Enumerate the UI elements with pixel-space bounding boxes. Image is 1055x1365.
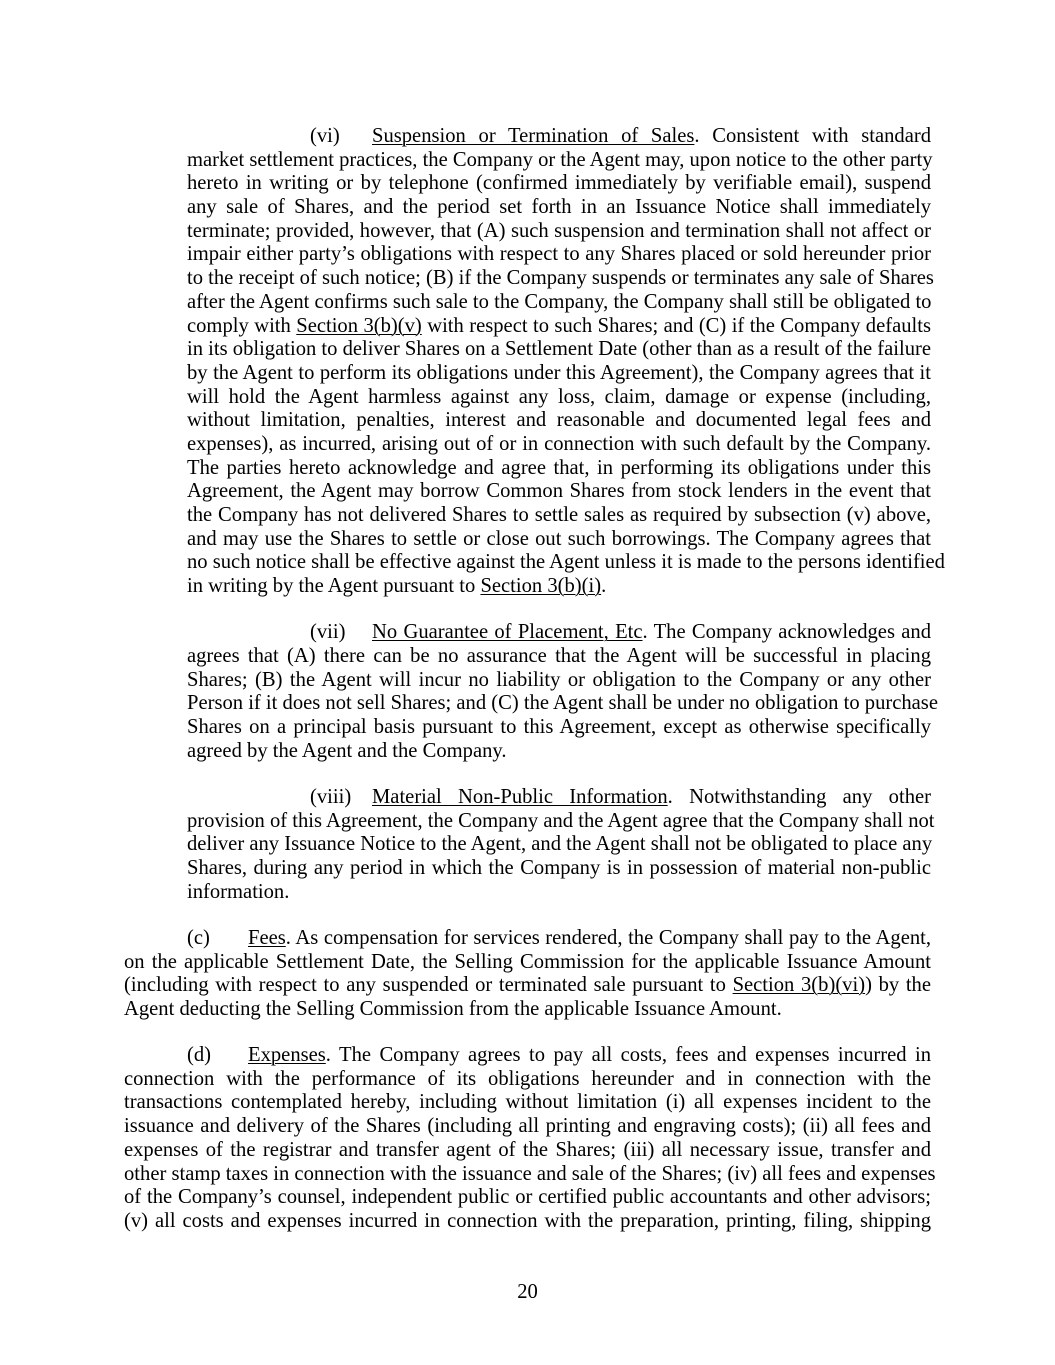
text-line: deliver any Issuance Notice to the Agent, and the Agent shall not be obligated to place any — [187, 833, 933, 856]
text-line: to the receipt of such notice; (B) if the Company suspends or terminates any sale of Shares — [187, 267, 934, 290]
section-label: (vii) — [310, 621, 346, 644]
text-line — [187, 315, 931, 339]
text-line: market settlement practices, the Company or the Agent may, upon notice to the other party — [187, 148, 933, 171]
section-heading: No Guarantee of Placement, Etc — [372, 621, 643, 644]
section-label: (d) — [187, 1044, 212, 1067]
text-line: Agent deducting the Selling Commission from the applicable Issuance Amount. — [124, 997, 782, 1020]
section-label: (vi) — [310, 125, 340, 147]
paragraph-first-line — [124, 927, 931, 951]
text-line: connection with the performance of its obligations hereunder and in connection with the — [124, 1067, 931, 1090]
text-line: hereto in writing or by telephone (confirmed immediately by verifiable email), suspend — [187, 172, 931, 195]
text-line: Shares, during any period in which the Company is in possession of material non-public — [187, 856, 931, 879]
text-line — [124, 974, 931, 998]
text-line: agrees that (A) there can be no assurance that the Agent will be successful in placing — [187, 644, 931, 667]
text-line: Person if it does not sell Shares; and (C) the Agent shall be under no obligation to purchase — [187, 692, 938, 715]
section-label: (c) — [187, 926, 210, 949]
paragraph-vii — [187, 621, 938, 763]
text-line: expenses of the registrar and transfer agent of the Shares; (iii) all necessary issue, transfer and — [124, 1138, 931, 1161]
section-reference-link[interactable]: Section 3(b)(v) — [296, 314, 422, 337]
text-line: of the Company’s counsel, independent public or certified public accountants and other advisors; — [124, 1186, 931, 1209]
text-line: any sale of Shares, and the period set forth in an Issuance Notice shall immediately — [187, 196, 931, 219]
text-line: without limitation, penalties, interest and reasonable and documented legal fees and — [187, 409, 931, 432]
text-line: will hold the Agent harmless against any loss, claim, damage or expense (including, — [187, 385, 931, 408]
line-text: . Notwithstanding any other — [667, 785, 931, 808]
text-line: transactions contemplated hereby, including without limitation (i) all expenses incident to the — [124, 1091, 931, 1114]
section-reference-link[interactable]: Section 3(b)(vi) — [732, 974, 866, 997]
line-text: . The Company acknowledges and — [642, 621, 931, 644]
line-text: with respect to such Shares; and (C) if the Company defaults — [421, 314, 931, 337]
text-line: Shares on a principal basis pursuant to this Agreement, except as otherwise specifically — [187, 716, 931, 738]
text-line: (v) all costs and expenses incurred in connection with the preparation, printing, filing, shipping — [124, 1209, 931, 1232]
text-line: information. — [187, 880, 290, 903]
text-line: in its obligation to deliver Shares on a Settlement Date (other than as a result of the failure — [187, 338, 932, 361]
line-text: (including with respect to any suspended or terminated sale pursuant to — [124, 974, 733, 997]
line-text: ) by the — [865, 974, 931, 997]
section-label: (viii) — [310, 785, 352, 808]
paragraph-vi — [187, 125, 945, 599]
page-number: 20 — [517, 1281, 538, 1303]
text-line: The parties hereto acknowledge and agree that, in performing its obligations under this — [187, 456, 931, 479]
paragraph-c — [124, 927, 931, 1022]
text-line: the Company has not delivered Shares to settle sales as required by subsection (v) above, — [187, 504, 931, 526]
paragraph-first-line — [187, 125, 931, 149]
text-line: provision of this Agreement, the Company and the Agent agree that the Company shall not — [187, 809, 935, 832]
text-line: and may use the Shares to settle or close out such borrowings. The Company agrees that — [187, 527, 931, 550]
line-text: . — [601, 575, 607, 598]
text-line: impair either party’s obligations with respect to any Shares placed or sold hereunder prior — [187, 243, 931, 266]
text-line: no such notice shall be effective against the Agent unless it is made to the persons identified — [187, 551, 945, 574]
section-heading: Material Non-Public Information — [372, 785, 668, 808]
text-line: Agreement, the Agent may borrow Common Shares from stock lenders in the event that — [187, 480, 931, 503]
text-line — [187, 575, 931, 599]
text-line: issuance and delivery of the Shares (including all printing and engraving costs); (ii) all fees and — [124, 1115, 931, 1138]
text-line: expenses), as incurred, arising out of or in connection with such default by the Company. — [187, 432, 931, 455]
document-body — [0, 125, 1055, 1256]
text-line: Shares; (B) the Agent will incur no liability or obligation to the Company or any other — [187, 668, 931, 691]
paragraph-first-line — [187, 786, 931, 810]
line-text: . Consistent with standard — [694, 125, 931, 147]
paragraph-first-line — [187, 621, 931, 645]
paragraph-first-line — [124, 1044, 931, 1068]
text-line: on the applicable Settlement Date, the Selling Commission for the applicable Issuance Amount — [124, 950, 931, 973]
line-text: . The Company agrees to pay all costs, fees and expenses incurred in — [325, 1044, 931, 1067]
text-line: agreed by the Agent and the Company. — [187, 739, 507, 762]
section-heading: Expenses — [248, 1044, 326, 1067]
line-text: in writing by the Agent pursuant to — [187, 575, 481, 598]
line-text: . As compensation for services rendered, the Company shall pay to the Agent, — [285, 926, 931, 949]
text-line: after the Agent confirms such sale to the Company, the Company shall still be obligated to — [187, 290, 932, 313]
section-reference-link[interactable]: Section 3(b)(i) — [480, 575, 602, 598]
text-line: other stamp taxes in connection with the issuance and sale of the Shares; (iv) all fees and expenses — [124, 1162, 936, 1185]
text-line: by the Agent to perform its obligations under this Agreement), the Company agrees that it — [187, 361, 931, 384]
section-heading: Fees — [248, 926, 286, 949]
paragraph-d — [124, 1044, 936, 1234]
text-line: terminate; provided, however, that (A) such suspension and termination shall not affect or — [187, 219, 931, 242]
section-heading: Suspension or Termination of Sales — [372, 125, 695, 147]
paragraph-viii — [187, 785, 935, 904]
line-text: comply with — [187, 314, 297, 337]
